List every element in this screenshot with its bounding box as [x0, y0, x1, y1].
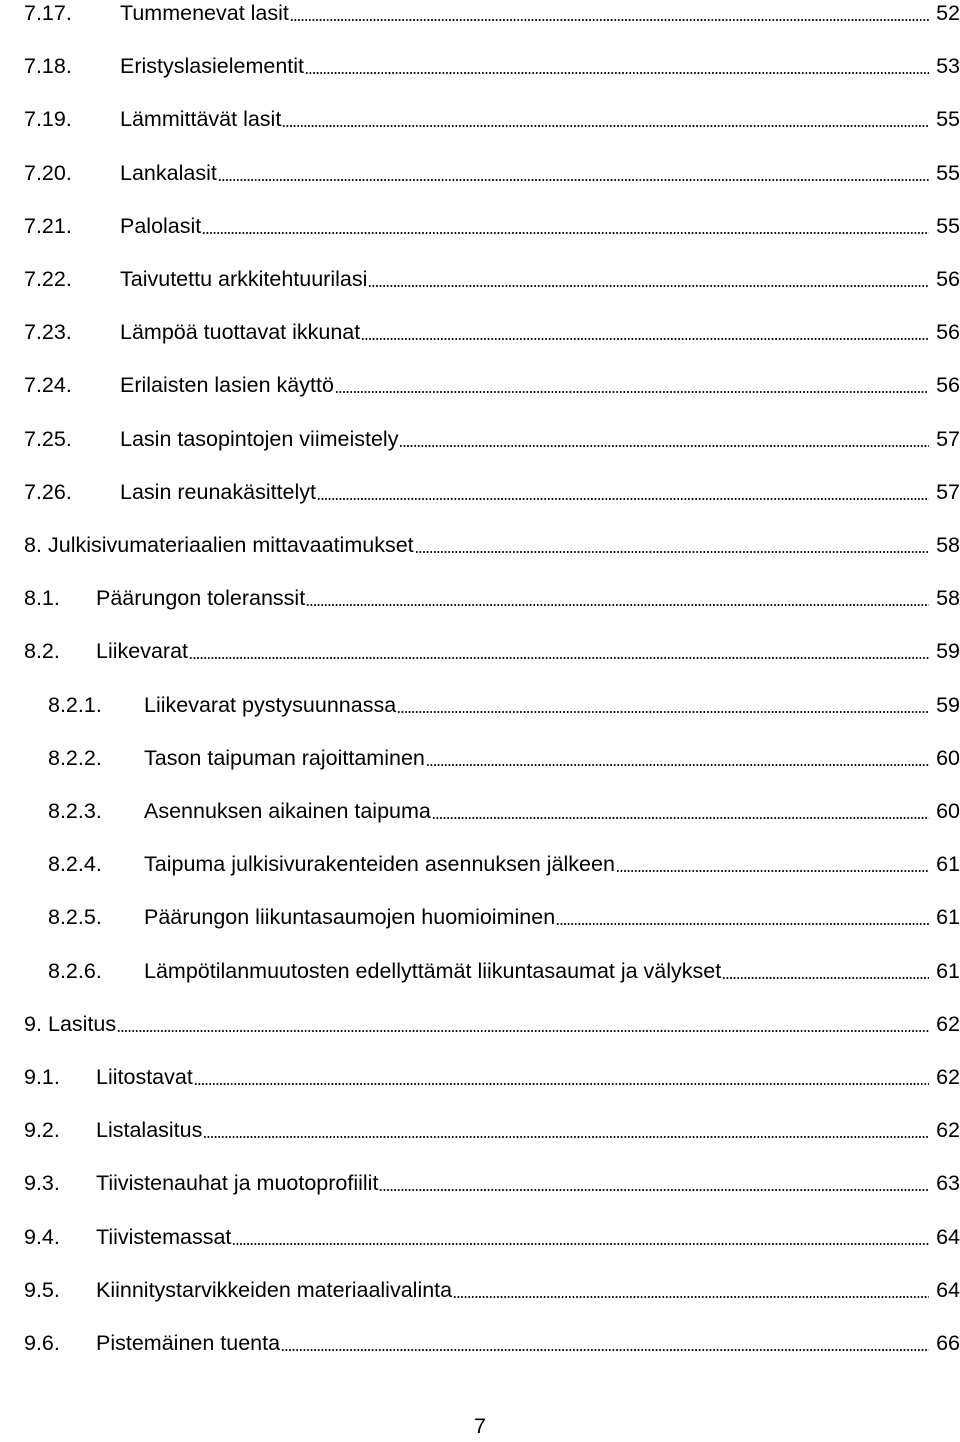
dot-leader: [453, 1296, 929, 1298]
toc-entry-page: 55: [936, 107, 960, 132]
dot-leader: [232, 1243, 929, 1245]
toc-entry-number: 8.2.3.: [48, 799, 102, 823]
dot-leader: [426, 764, 929, 766]
dot-leader: [203, 1136, 929, 1138]
toc-entry-title: Liitostavat: [96, 1060, 193, 1094]
toc-entry-page: 62: [936, 1065, 960, 1089]
toc-entry-title: Lämpötilanmuutosten edellyttämät liikuntasaumat ja välykset: [144, 954, 721, 988]
toc-entry-page: 61: [936, 958, 960, 983]
dot-leader: [335, 391, 929, 393]
toc-entry[interactable]: [24, 1060, 960, 1094]
toc-entry-number: 7.19.: [24, 107, 72, 132]
toc-entry-page: 55: [936, 213, 960, 238]
toc-entry[interactable]: [24, 475, 960, 509]
toc-entry-number: 7.25.: [24, 426, 72, 451]
toc-entry-number: 9.1.: [24, 1065, 60, 1089]
toc-entry-number: 9.: [24, 1011, 42, 1036]
toc-entry-page: 64: [936, 1224, 960, 1249]
toc-entry-title: Tason taipuman rajoittaminen: [144, 741, 425, 775]
toc-entry[interactable]: [24, 102, 960, 136]
toc-entry-title: Liikevarat: [96, 634, 188, 668]
toc-entry-number: 9.4.: [24, 1224, 60, 1249]
toc-entry-number: 8.2.: [24, 639, 60, 664]
toc-entry-title: Tiivistenauhat ja muotoprofiilit: [96, 1166, 378, 1200]
toc-entry-title: Listalasitus: [96, 1113, 202, 1147]
dot-leader: [722, 977, 929, 979]
toc-entry[interactable]: [48, 900, 960, 934]
dot-leader: [290, 19, 929, 21]
toc-entry-page: 63: [936, 1171, 960, 1196]
toc-entry-number: 7.22.: [24, 267, 72, 291]
toc-entry-number: 9.6.: [24, 1331, 60, 1355]
toc-entry-page: 64: [936, 1277, 960, 1302]
toc-entry[interactable]: [48, 847, 960, 881]
toc-entry-number: 8.2.4.: [48, 852, 102, 877]
toc-entry-number: 7.23.: [24, 320, 72, 345]
toc-entry-page: 56: [936, 320, 960, 345]
dot-leader: [616, 870, 929, 872]
toc-entry[interactable]: [24, 1113, 960, 1147]
toc-entry[interactable]: [24, 368, 960, 402]
toc-entry[interactable]: [24, 1166, 960, 1200]
toc-entry-page: 55: [936, 160, 960, 185]
dot-leader: [415, 551, 929, 553]
toc-entry[interactable]: [24, 1326, 960, 1360]
toc-entry-page: 57: [936, 426, 960, 451]
dot-leader: [379, 1189, 929, 1191]
dot-leader: [556, 923, 929, 925]
toc-entry-number: 9.3.: [24, 1171, 60, 1196]
toc-entry-title: Julkisivumateriaalien mittavaatimukset: [48, 528, 414, 562]
page-number: 7: [474, 1414, 486, 1438]
toc-entry[interactable]: [24, 1220, 960, 1254]
toc-entry[interactable]: [24, 49, 960, 83]
toc-entry[interactable]: [24, 209, 960, 243]
toc-entry-number: 8.2.2.: [48, 745, 102, 770]
toc-entry-number: 7.24.: [24, 373, 72, 398]
toc-entry-page: 58: [936, 586, 960, 611]
toc-entry[interactable]: [48, 688, 960, 722]
toc-entry-number: 7.21.: [24, 213, 72, 238]
toc-entry-page: 59: [936, 692, 960, 717]
toc-entry-title: Lankalasit: [120, 156, 217, 190]
toc-entry-title: Asennuksen aikainen taipuma: [144, 794, 431, 828]
dot-leader: [432, 817, 929, 819]
toc-entry[interactable]: [48, 741, 960, 775]
toc-entry-page: 57: [936, 479, 960, 504]
toc-entry-page: 66: [936, 1331, 960, 1355]
toc-entry-number: 9.5.: [24, 1277, 60, 1302]
toc-entry[interactable]: [24, 528, 960, 562]
toc-entry[interactable]: [48, 954, 960, 988]
toc-entry[interactable]: [24, 1007, 960, 1041]
toc-entry-title: Kiinnitystarvikkeiden materiaalivalinta: [96, 1273, 452, 1307]
toc-entry-page: 62: [936, 1011, 960, 1036]
toc-entry-page: 58: [936, 533, 960, 557]
toc-entry-page: 56: [936, 373, 960, 398]
toc-entry-page: 60: [936, 799, 960, 823]
toc-entry-title: Lämmittävät lasit: [120, 102, 281, 136]
toc-entry-title: Lasin tasopintojen viimeistely: [120, 422, 398, 456]
toc-entry-number: 8.2.1.: [48, 692, 102, 717]
toc-entry-number: 7.26.: [24, 479, 72, 504]
dot-leader: [282, 125, 929, 127]
toc-entry-page: 61: [936, 852, 960, 877]
toc-entry[interactable]: [24, 422, 960, 456]
dot-leader: [368, 285, 929, 287]
toc-entry-title: Päärungon liikuntasaumojen huomioiminen: [144, 900, 555, 934]
toc-entry-title: Erilaisten lasien käyttö: [120, 368, 334, 402]
toc-entry-title: Lämpöä tuottavat ikkunat: [120, 315, 360, 349]
toc-entry-title: Taivutettu arkkitehtuurilasi: [120, 262, 367, 296]
toc-entry[interactable]: [24, 156, 960, 190]
toc-entry[interactable]: [24, 634, 960, 668]
toc-entry-number: 8.2.5.: [48, 905, 102, 930]
toc-entry[interactable]: [24, 581, 960, 615]
toc-entry[interactable]: [24, 262, 960, 296]
toc-entry-page: 59: [936, 639, 960, 664]
toc-entry-title: Tummenevat lasit: [120, 0, 289, 30]
dot-leader: [399, 445, 929, 447]
toc-entry[interactable]: [48, 794, 960, 828]
toc-entry-title: Pistemäinen tuenta: [96, 1326, 280, 1360]
dot-leader: [305, 72, 929, 74]
toc-entry-title: Palolasit: [120, 209, 201, 243]
toc-entry-number: 8.1.: [24, 586, 60, 611]
dot-leader: [189, 657, 929, 659]
dot-leader: [117, 1030, 929, 1032]
dot-leader: [281, 1349, 929, 1351]
dot-leader: [317, 498, 929, 500]
toc-entry-title: Taipuma julkisivurakenteiden asennuksen jälkeen: [144, 847, 615, 881]
toc-entry-page: 60: [936, 745, 960, 770]
dot-leader: [194, 1083, 929, 1085]
dot-leader: [397, 711, 929, 713]
toc-entry-title: Päärungon toleranssit: [96, 581, 305, 615]
toc-entry-title: Tiivistemassat: [96, 1220, 231, 1254]
toc-entry[interactable]: [24, 315, 960, 349]
toc-entry[interactable]: [24, 0, 960, 30]
toc-entry-page: 52: [936, 1, 960, 25]
toc-entry-page: 61: [936, 905, 960, 930]
toc-entry-title: Lasitus: [48, 1007, 116, 1041]
dot-leader: [218, 179, 929, 181]
toc-entry-number: 7.20.: [24, 160, 72, 185]
toc-entry-title: Lasin reunakäsittelyt: [120, 475, 316, 509]
toc-entry-page: 56: [936, 267, 960, 291]
toc-entry[interactable]: [24, 1273, 960, 1307]
dot-leader: [361, 338, 929, 340]
toc-entry-number: 8.2.6.: [48, 958, 102, 983]
toc-entry-title: Eristyslasielementit: [120, 49, 304, 83]
toc-entry-title: Liikevarat pystysuunnassa: [144, 688, 396, 722]
toc-entry-page: 53: [936, 54, 960, 79]
toc-entry-page: 62: [936, 1118, 960, 1143]
toc-entry-number: 9.2.: [24, 1118, 60, 1143]
dot-leader: [306, 604, 929, 606]
dot-leader: [202, 232, 929, 234]
toc-entry-number: 8.: [24, 533, 42, 557]
toc-entry-number: 7.18.: [24, 54, 72, 79]
toc-entry-number: 7.17.: [24, 1, 72, 25]
